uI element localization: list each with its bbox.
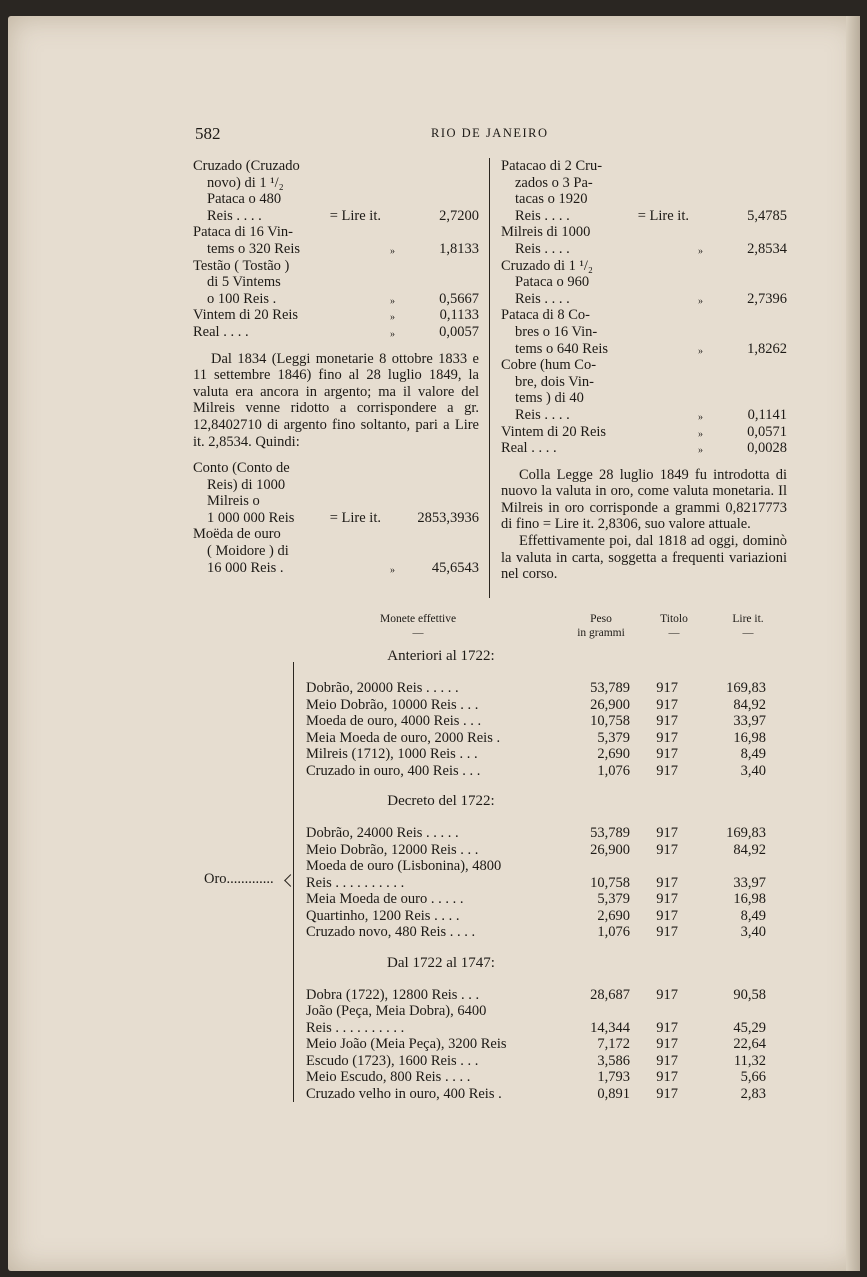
table-row bbox=[306, 858, 766, 875]
table-row bbox=[306, 697, 766, 714]
coin-titolo: 917 bbox=[656, 986, 678, 1003]
coin-value: 169,83 bbox=[726, 825, 766, 841]
left2-entry-line: Milreis o bbox=[207, 493, 260, 510]
left-entry-line: Pataca o 480 bbox=[207, 191, 282, 208]
coin-value: 169,83 bbox=[726, 680, 766, 696]
right-entry-value: 0,0571 bbox=[747, 423, 787, 440]
left2-entry-line: Conto (Conto de bbox=[193, 460, 290, 477]
left2-entry-equals: = Lire it. bbox=[329, 509, 381, 526]
coin-name: Cruzado velho in ouro, 400 Reis . bbox=[306, 1085, 502, 1102]
coin-name: Moeda de ouro (Lisbonina), 4800 bbox=[306, 858, 502, 874]
left2-entry-value: 45,6543 bbox=[431, 559, 479, 576]
right-entry bbox=[501, 224, 787, 257]
coin-weight: 3,586 bbox=[597, 1052, 630, 1069]
page-spine bbox=[846, 16, 860, 1271]
coin-titolo: 917 bbox=[656, 696, 678, 713]
coin-value: 5,66 bbox=[740, 1069, 766, 1085]
left-entry-value: 0,1133 bbox=[439, 307, 479, 324]
right-entry-value: 0,0028 bbox=[747, 440, 787, 457]
coin-titolo: 917 bbox=[656, 891, 678, 907]
table-row bbox=[306, 1069, 766, 1086]
brace-label: Oro............. bbox=[204, 871, 274, 887]
left-entry-line: di 5 Vintems bbox=[207, 274, 281, 291]
coin-titolo: 917 bbox=[656, 1036, 678, 1052]
right-entry-line: Reis . . . . bbox=[515, 207, 570, 224]
coin-value: 3,40 bbox=[740, 924, 766, 940]
table-row bbox=[306, 987, 766, 1004]
left2-entry-equals: » bbox=[390, 564, 395, 576]
left2-entry-line: Moëda de ouro bbox=[193, 526, 281, 543]
table-row bbox=[306, 1003, 766, 1020]
right-entry bbox=[501, 424, 787, 441]
table-row bbox=[306, 763, 766, 780]
coin-name: Meio Dobrão, 10000 Reis . . . bbox=[306, 696, 479, 713]
coin-name: Quartinho, 1200 Reis . . . . bbox=[306, 907, 460, 924]
table-row bbox=[306, 680, 766, 697]
right-entry-value: 5,4785 bbox=[747, 207, 787, 224]
coin-name: Dobra (1722), 12800 Reis . . . bbox=[306, 986, 480, 1003]
left2-entry bbox=[193, 526, 479, 576]
coin-titolo: 917 bbox=[656, 680, 678, 696]
right-entry bbox=[501, 258, 787, 308]
coin-value: 8,49 bbox=[740, 907, 766, 924]
coin-titolo: 917 bbox=[656, 841, 678, 858]
table-row bbox=[306, 842, 766, 859]
right-entry-line: Real . . . . bbox=[501, 440, 557, 457]
right-entry bbox=[501, 158, 787, 224]
coin-weight: 0,891 bbox=[597, 1085, 630, 1102]
coin-weight: 28,687 bbox=[590, 986, 630, 1003]
coin-value: 3,40 bbox=[740, 762, 766, 779]
right-entry-equals: » bbox=[698, 345, 703, 357]
left-entry-equals: » bbox=[390, 312, 395, 324]
coin-weight: 26,900 bbox=[590, 696, 630, 713]
coin-value: 45,29 bbox=[733, 1019, 766, 1036]
right-entry-equals: » bbox=[698, 245, 703, 257]
left-paragraph: Dal 1834 (Leggi monetarie 8 ottobre 1833 e 11 settembre 1846) fino al 28 luglio 1849, la valuta era ancora in argento; ma il valore del Milreis venne ridotto a corrispondere a gr. 12,8402710 di argento fino soltanto, pari a Lire it. 2,8534. Quindi: bbox=[193, 350, 479, 450]
coin-value: 16,98 bbox=[733, 729, 766, 746]
right-entry-line: Cruzado di 1 ¹/₂ bbox=[501, 257, 593, 274]
left2-entry-line: Reis) di 1000 bbox=[207, 476, 286, 493]
coin-weight: 10,758 bbox=[590, 713, 630, 729]
left-entry-line: tems o 320 Reis bbox=[207, 240, 301, 257]
spacer bbox=[193, 341, 479, 351]
table-row bbox=[306, 746, 766, 763]
right-paragraph-2: Effettivamente poi, dal 1818 ad oggi, dominò la valuta in carta, soggetta a frequenti variazioni nel corso. bbox=[501, 533, 787, 583]
running-header bbox=[195, 124, 785, 144]
header-peso: Peso in grammi bbox=[577, 613, 625, 639]
left-entry bbox=[193, 324, 479, 341]
coin-titolo: 917 bbox=[656, 762, 678, 779]
right-entry-line: zados o 3 Pa- bbox=[515, 174, 593, 191]
coin-weight: 5,379 bbox=[597, 729, 630, 746]
right-entry-line: Pataca o 960 bbox=[515, 274, 590, 291]
left-entry-value: 2,7200 bbox=[439, 207, 479, 224]
coin-value: 16,98 bbox=[733, 891, 766, 907]
coin-weight: 7,172 bbox=[597, 1036, 630, 1052]
left-column bbox=[193, 158, 479, 576]
table-row bbox=[306, 1053, 766, 1070]
coin-titolo: 917 bbox=[656, 1069, 678, 1085]
right-entry-equals: » bbox=[698, 295, 703, 307]
coin-name: Moeda de ouro, 4000 Reis . . . bbox=[306, 713, 482, 729]
coin-value: 84,92 bbox=[733, 841, 766, 858]
coin-weight: 53,789 bbox=[590, 680, 630, 696]
table-row bbox=[306, 1020, 766, 1037]
table-row bbox=[306, 891, 766, 908]
coin-weight: 1,076 bbox=[597, 924, 630, 940]
left-entry bbox=[193, 224, 479, 257]
coin-name: Dobrão, 20000 Reis . . . . . bbox=[306, 680, 459, 696]
header-lire: Lire it. — bbox=[732, 613, 764, 639]
right-entry-equals: » bbox=[698, 428, 703, 440]
right-entry-line: Cobre (hum Co- bbox=[501, 357, 597, 374]
coin-weight: 2,690 bbox=[597, 907, 630, 924]
coin-weight: 1,793 bbox=[597, 1069, 630, 1085]
left-entry-line: Real . . . . bbox=[193, 323, 249, 340]
section-title: Dal 1722 al 1747: bbox=[387, 954, 495, 971]
header-monete: Monete effettive — bbox=[380, 613, 457, 639]
section-title: Decreto del 1722: bbox=[387, 793, 495, 809]
left-entry bbox=[193, 307, 479, 324]
right-entry-line: Vintem di 20 Reis bbox=[501, 423, 607, 440]
right-entry-value: 2,8534 bbox=[747, 240, 787, 257]
left-entry-value: 1,8133 bbox=[439, 240, 479, 257]
right-entry-line: tacas o 1920 bbox=[515, 191, 588, 208]
coin-weight: 5,379 bbox=[597, 891, 630, 907]
coin-name: Cruzado in ouro, 400 Reis . . . bbox=[306, 762, 481, 779]
coin-value: 84,92 bbox=[733, 696, 766, 713]
coin-weight: 26,900 bbox=[590, 841, 630, 858]
coin-name: Reis . . . . . . . . . . bbox=[306, 874, 405, 891]
header-titolo: Titolo — bbox=[660, 613, 688, 639]
right-entry-value: 0,1141 bbox=[747, 406, 787, 423]
coin-titolo: 917 bbox=[656, 825, 678, 841]
left-entry bbox=[193, 258, 479, 308]
running-title: RIO DE JANEIRO bbox=[431, 126, 549, 140]
left-entry-equals: » bbox=[390, 328, 395, 340]
right-entry-line: Pataca di 8 Co- bbox=[501, 307, 590, 324]
coin-weight: 2,690 bbox=[597, 746, 630, 762]
page-number: 582 bbox=[195, 124, 221, 143]
coin-name: Meio Dobrão, 12000 Reis . . . bbox=[306, 841, 479, 858]
table-row bbox=[306, 908, 766, 925]
right-entry-value: 1,8262 bbox=[747, 340, 787, 357]
coin-titolo: 917 bbox=[656, 924, 678, 940]
coin-value: 22,64 bbox=[733, 1036, 766, 1052]
table-row bbox=[306, 825, 766, 842]
coin-weight: 53,789 bbox=[590, 825, 630, 841]
coin-value: 90,58 bbox=[733, 986, 766, 1003]
right-entry-line: Reis . . . . bbox=[515, 240, 570, 257]
right-entry-equals: » bbox=[698, 411, 703, 423]
table-row bbox=[306, 713, 766, 730]
table-row bbox=[306, 730, 766, 747]
left2-entry bbox=[193, 460, 479, 526]
coin-name: Cruzado novo, 480 Reis . . . . bbox=[306, 924, 476, 940]
right-entry-equals: = Lire it. bbox=[637, 207, 689, 224]
left-entry-equals: » bbox=[390, 295, 395, 307]
right-paragraph-1: Colla Legge 28 luglio 1849 fu introdotta di nuovo la valuta in oro, come valuta monetaria. Il Milreis in oro corrisponde a grammi 0,8217773 di fino = Lire it. 2,8306, suo valore attuale. bbox=[501, 466, 787, 533]
coin-weight: 14,344 bbox=[590, 1019, 630, 1036]
coin-name: Milreis (1712), 1000 Reis . . . bbox=[306, 746, 478, 762]
right-entry bbox=[501, 440, 787, 457]
coin-name: Meia Moeda de ouro, 2000 Reis . bbox=[306, 729, 501, 746]
coin-name: Reis . . . . . . . . . . bbox=[306, 1019, 405, 1036]
left-entry bbox=[193, 158, 479, 224]
right-entry bbox=[501, 307, 787, 357]
coin-titolo: 917 bbox=[656, 1085, 678, 1102]
left-entry-line: novo) di 1 ¹/₂ bbox=[207, 174, 284, 191]
left-entry-value: 0,0057 bbox=[439, 323, 479, 340]
coin-titolo: 917 bbox=[656, 1019, 678, 1036]
right-entry-line: tems o 640 Reis bbox=[515, 340, 609, 357]
right-entry bbox=[501, 357, 787, 423]
right-entry-line: Milreis di 1000 bbox=[501, 224, 591, 241]
left-entry-value: 0,5667 bbox=[439, 290, 479, 307]
coin-name: João (Peça, Meia Dobra), 6400 bbox=[306, 1003, 487, 1019]
left-entry-line: o 100 Reis . bbox=[207, 290, 277, 307]
coin-weight: 10,758 bbox=[590, 874, 630, 891]
left2-entry-value: 2853,3936 bbox=[417, 509, 479, 526]
table-row bbox=[306, 1036, 766, 1053]
right-entry-value: 2,7396 bbox=[747, 290, 787, 307]
left-entry-line: Vintem di 20 Reis bbox=[193, 307, 299, 324]
left-entry-line: Testão ( Tostão ) bbox=[193, 257, 290, 274]
left-entry-equals: = Lire it. bbox=[329, 207, 381, 224]
right-entry-equals: » bbox=[698, 445, 703, 457]
coin-name: Escudo (1723), 1600 Reis . . . bbox=[306, 1052, 479, 1069]
coin-titolo: 917 bbox=[656, 1052, 678, 1069]
coin-titolo: 917 bbox=[656, 729, 678, 746]
left2-entry-line: 16 000 Reis . bbox=[207, 559, 284, 576]
coin-name: Meio João (Meia Peça), 3200 Reis bbox=[306, 1036, 507, 1052]
spacer bbox=[501, 457, 787, 467]
coin-name: Meio Escudo, 800 Reis . . . . bbox=[306, 1069, 471, 1085]
left-entry-line: Pataca di 16 Vin- bbox=[193, 224, 293, 241]
right-entry-line: bres o 16 Vin- bbox=[515, 323, 598, 340]
coin-titolo: 917 bbox=[656, 746, 678, 762]
left-entry-line: Cruzado (Cruzado bbox=[193, 158, 300, 174]
coin-value: 33,97 bbox=[733, 874, 766, 891]
coin-value: 2,83 bbox=[740, 1085, 766, 1102]
left-entry-line: Reis . . . . bbox=[207, 207, 262, 224]
left-entry-equals: » bbox=[390, 245, 395, 257]
coin-value: 11,32 bbox=[733, 1052, 766, 1069]
right-column bbox=[501, 158, 787, 583]
coin-name: Meia Moeda de ouro . . . . . bbox=[306, 891, 464, 907]
coin-value: 8,49 bbox=[740, 746, 766, 762]
coin-titolo: 917 bbox=[656, 874, 678, 891]
coin-titolo: 917 bbox=[656, 907, 678, 924]
right-entry-line: Patacao di 2 Cru- bbox=[501, 158, 603, 174]
coin-name: Dobrão, 24000 Reis . . . . . bbox=[306, 825, 459, 841]
coin-value: 33,97 bbox=[733, 713, 766, 729]
left2-entry-line: 1 000 000 Reis bbox=[207, 509, 295, 526]
coin-titolo: 917 bbox=[656, 713, 678, 729]
right-entry-line: bre, dois Vin- bbox=[515, 373, 595, 390]
right-entry-line: tems ) di 40 bbox=[515, 390, 584, 407]
table-row bbox=[306, 875, 766, 892]
right-entry-line: Reis . . . . bbox=[515, 290, 570, 307]
left2-entry-line: ( Moidore ) di bbox=[207, 543, 289, 560]
section-title: Anteriori al 1722: bbox=[387, 648, 495, 664]
table-row bbox=[306, 924, 766, 941]
column-divider bbox=[489, 158, 490, 598]
right-entry-line: Reis . . . . bbox=[515, 406, 570, 423]
table-row bbox=[306, 1086, 766, 1103]
coin-weight: 1,076 bbox=[597, 762, 630, 779]
spacer bbox=[193, 450, 479, 460]
